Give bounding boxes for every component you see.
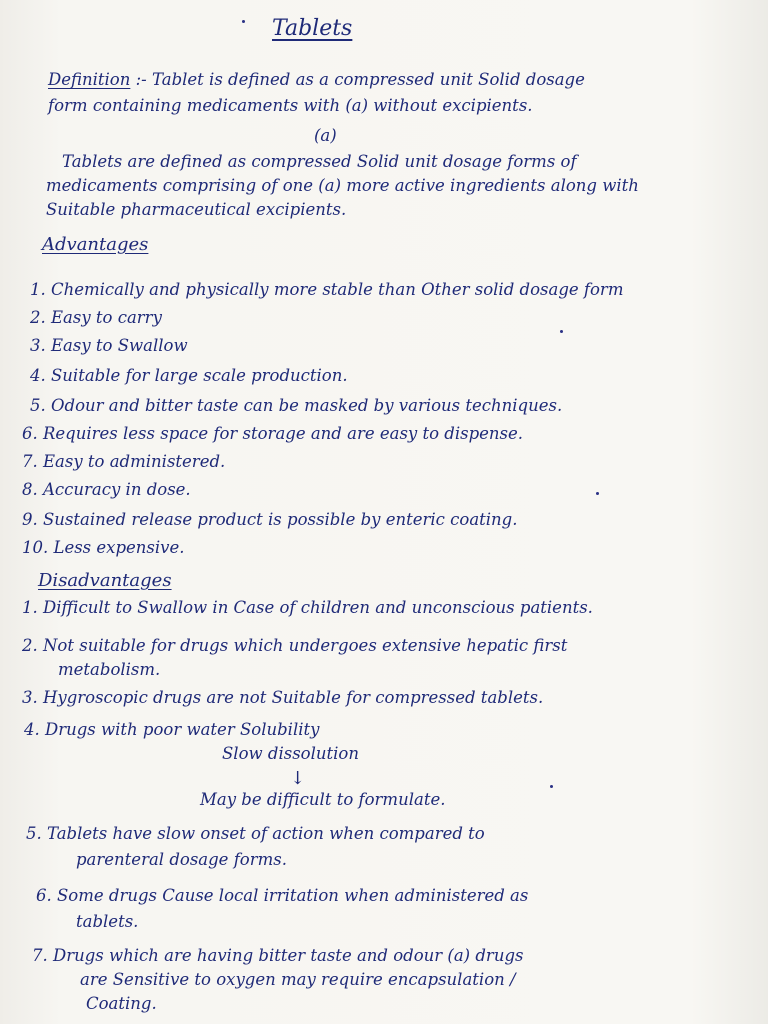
disadvantage-item-4-line-2: Slow dissolution [222, 744, 359, 763]
disadvantage-item-7-line-1: 7. Drugs which are having bitter taste and odour (a) drugs [32, 946, 524, 965]
disadvantage-item-4-line-1: 4. Drugs with poor water Solubility [24, 720, 320, 739]
advantage-item: 9. Sustained release product is possible by enteric coating. [22, 510, 518, 529]
pen-dot [560, 330, 563, 333]
definition-line-4: medicaments comprising of one (a) more active ingredients along with [46, 176, 639, 195]
definition-line-2: form containing medicaments with (a) without excipients. [48, 96, 533, 115]
disadvantage-item-4-line-3: May be difficult to formulate. [200, 790, 446, 809]
advantage-item: 8. Accuracy in dose. [22, 480, 191, 499]
page-title: Tablets [272, 16, 353, 41]
definition-line-5: Suitable pharmaceutical excipients. [46, 200, 347, 219]
definition-separator: :- [135, 70, 147, 89]
definition-line-1 [48, 72, 585, 89]
disadvantage-item-6-line-1: 6. Some drugs Cause local irritation when administered as [36, 886, 529, 905]
definition-or: (a) [314, 126, 337, 145]
advantage-item: 2. Easy to carry [30, 308, 162, 327]
advantage-item: 7. Easy to administered. [22, 452, 226, 471]
disadvantage-item-2-line-1: 2. Not suitable for drugs which undergoes extensive hepatic first [22, 636, 568, 655]
disadvantage-item-6-line-2: tablets. [76, 912, 139, 931]
pen-dot [596, 492, 599, 495]
disadvantage-item-7-line-3: Coating. [86, 994, 157, 1013]
disadvantage-item-3: 3. Hygroscopic drugs are not Suitable for compressed tablets. [22, 688, 544, 707]
disadvantage-item-5-line-2: parenteral dosage forms. [76, 850, 287, 869]
disadvantage-item-5-line-1: 5. Tablets have slow onset of action when compared to [26, 824, 485, 843]
disadvantage-item-1: 1. Difficult to Swallow in Case of children and unconscious patients. [22, 598, 593, 617]
advantage-item: 6. Requires less space for storage and are easy to dispense. [22, 424, 524, 443]
advantages-heading: Advantages [42, 234, 149, 255]
pen-dot [550, 785, 553, 788]
advantage-item: 1. Chemically and physically more stable than Other solid dosage form [30, 280, 624, 299]
advantage-item: 5. Odour and bitter taste can be masked by various techniques. [30, 396, 563, 415]
down-arrow-icon: ↓ [290, 768, 306, 789]
pen-dot [242, 20, 245, 23]
definition-text-1: Tablet is defined as a compressed unit Solid dosage [152, 70, 585, 89]
definition-label: Definition [48, 70, 131, 89]
advantage-item: 3. Easy to Swallow [30, 336, 188, 355]
definition-line-3: Tablets are defined as compressed Solid unit dosage forms of [62, 152, 577, 171]
advantage-item: 4. Suitable for large scale production. [30, 366, 348, 385]
disadvantage-item-2-line-2: metabolism. [58, 660, 161, 679]
advantage-item: 10. Less expensive. [22, 538, 185, 557]
disadvantage-item-7-line-2: are Sensitive to oxygen may require encapsulation / [80, 970, 516, 989]
disadvantages-heading: Disadvantages [38, 570, 172, 591]
